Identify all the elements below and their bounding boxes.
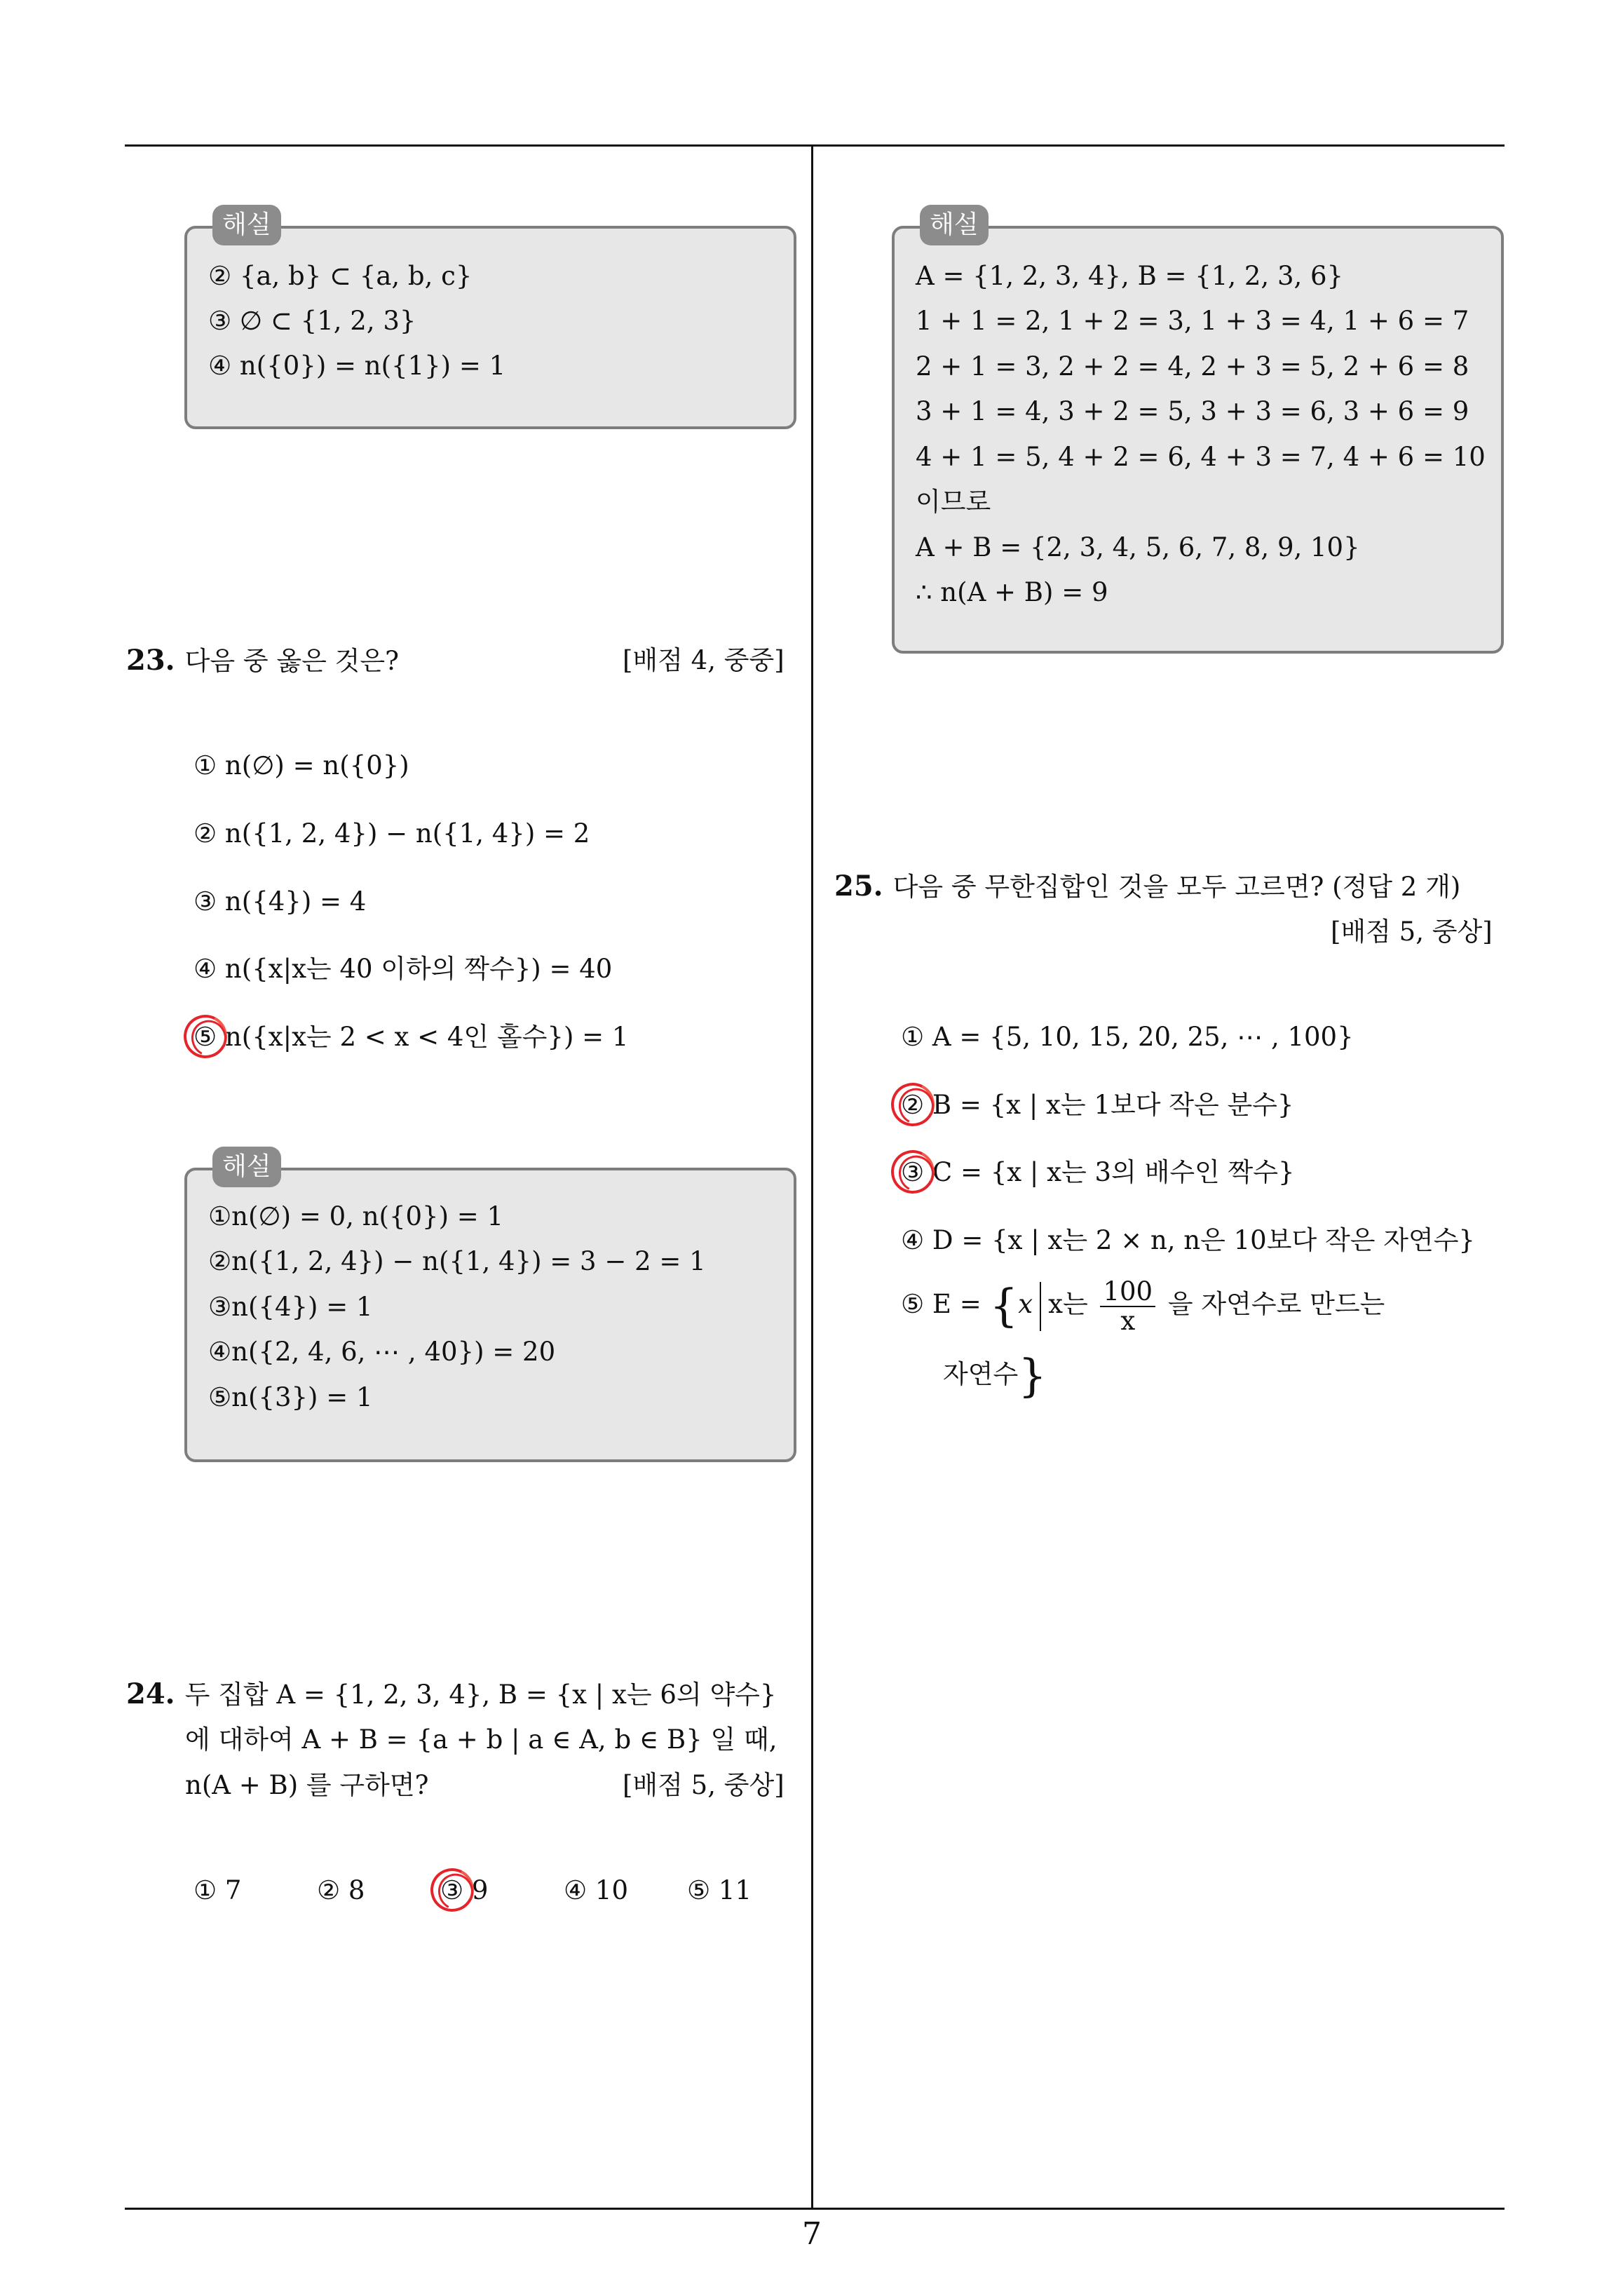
- solution-tab: 해설: [212, 1147, 281, 1187]
- option-3[interactable]: ③ n({4}) = 4: [193, 886, 367, 917]
- answer-circle-mark: [178, 1009, 233, 1064]
- answer-circle-mark: [885, 1144, 940, 1199]
- solution-line: ③n({4}) = 1: [208, 1292, 373, 1322]
- fraction: [1100, 1278, 1155, 1335]
- option-1[interactable]: ① A = {5, 10, 15, 20, 25, ⋯ , 100}: [901, 1022, 1354, 1052]
- solution-box-23: [184, 1152, 796, 1462]
- option-5-var: x: [1018, 1289, 1033, 1319]
- question-number: 24.: [126, 1677, 175, 1710]
- solution-line: ⑤n({3}) = 1: [208, 1382, 373, 1412]
- question-text-line-1: 두 집합 A = {1, 2, 3, 4}, B = {x | x는 6의 약수}: [184, 1680, 777, 1710]
- option-5-tail: 자연수}: [943, 1350, 1047, 1403]
- answer-circle-mark: [425, 1863, 480, 1917]
- solution-line: ②n({1, 2, 4}) − n({1, 4}) = 3 − 2 = 1: [208, 1246, 706, 1276]
- option-4[interactable]: ④ D = {x | x는 2 × n, n은 10보다 작은 자연수}: [901, 1225, 1475, 1255]
- solution-line: 1 + 1 = 2, 1 + 2 = 3, 1 + 3 = 4, 1 + 6 = 7: [916, 306, 1469, 336]
- solution-line: 2 + 1 = 3, 2 + 2 = 4, 2 + 3 = 5, 2 + 6 = 8: [916, 351, 1469, 381]
- solution-line: ④n({2, 4, 6, ⋯ , 40}) = 20: [208, 1337, 556, 1367]
- option-5-mid: x는: [1048, 1289, 1088, 1319]
- option-5[interactable]: ⑤ n({x|x는 2 < x < 4인 홀수}) = 1: [193, 1022, 629, 1052]
- answer-circle-mark: [885, 1077, 940, 1132]
- option-5[interactable]: ⑤ 11: [687, 1875, 752, 1905]
- option-5[interactable]: ⑤ E = {x x는 $\frac{100}{x}$ 을 자연수로 만드는: [901, 1276, 1385, 1336]
- solution-line: ③ ∅ ⊂ {1, 2, 3}: [208, 306, 416, 336]
- option-5-after: 을 자연수로 만드는: [1167, 1289, 1385, 1319]
- question-number: 25.: [834, 870, 883, 903]
- option-3[interactable]: ③ C = {x | x는 3의 배수인 짝수}: [901, 1157, 1295, 1187]
- solution-line: 이므로: [916, 487, 991, 517]
- option-2[interactable]: ② n({1, 2, 4}) − n({1, 4}) = 2: [193, 818, 590, 849]
- solution-line: ② {a, b} ⊂ {a, b, c}: [208, 261, 473, 291]
- solution-line: ④ n({0}) = n({1}) = 1: [208, 351, 506, 381]
- fraction-numerator: 100: [1100, 1278, 1155, 1307]
- question-text-line-2: 에 대하여 A + B = {a + b | a ∈ A, b ∈ B} 일 때,: [185, 1724, 777, 1755]
- column-divider: [811, 144, 813, 2210]
- question-meta: [배점 4, 중중]: [623, 645, 785, 675]
- question-24: [126, 1677, 776, 1712]
- option-2[interactable]: ② 8: [317, 1875, 365, 1905]
- option-4[interactable]: ④ n({x|x는 40 이하의 짝수}) = 40: [193, 954, 613, 984]
- solution-tab: 해설: [920, 205, 989, 245]
- question-meta: [배점 5, 중상]: [1331, 917, 1493, 947]
- solution-line: 3 + 1 = 4, 3 + 2 = 5, 3 + 3 = 6, 3 + 6 = 9: [916, 396, 1469, 426]
- question-text: 다음 중 옳은 것은?: [184, 646, 399, 676]
- solution-line: 4 + 1 = 5, 4 + 2 = 6, 4 + 3 = 7, 4 + 6 = 10: [916, 442, 1486, 472]
- option-1[interactable]: ① n(∅) = n({0}): [193, 750, 409, 781]
- question-25: [834, 870, 1460, 904]
- bottom-rule: [125, 2208, 1505, 2210]
- page-number: 7: [802, 2216, 822, 2252]
- question-number: 23.: [126, 644, 175, 677]
- option-3[interactable]: ③ 9: [440, 1875, 489, 1905]
- question-meta: [배점 5, 중상]: [623, 1770, 785, 1800]
- solution-line: ①n(∅) = 0, n({0}) = 1: [208, 1201, 504, 1231]
- solution-line: ∴ n(A + B) = 9: [916, 577, 1108, 607]
- question-23: [126, 644, 399, 678]
- top-rule: [125, 144, 1505, 147]
- solution-box-24: [892, 210, 1504, 654]
- option-2[interactable]: ② B = {x | x는 1보다 작은 분수}: [901, 1090, 1294, 1120]
- option-1[interactable]: ① 7: [193, 1875, 242, 1905]
- option-4[interactable]: ④ 10: [564, 1875, 629, 1905]
- solution-line: A = {1, 2, 3, 4}, B = {1, 2, 3, 6}: [916, 261, 1344, 291]
- fraction-denominator: x: [1120, 1305, 1136, 1336]
- solution-box-22: [184, 210, 796, 429]
- solution-line: A + B = {2, 3, 4, 5, 6, 7, 8, 9, 10}: [916, 532, 1360, 562]
- question-text-line-3: n(A + B) 를 구하면?: [185, 1770, 429, 1800]
- option-5-prefix: ⑤ E =: [901, 1289, 982, 1319]
- solution-tab: 해설: [212, 205, 281, 245]
- question-text: 다음 중 무한집합인 것을 모두 고르면? (정답 2 개): [892, 872, 1461, 902]
